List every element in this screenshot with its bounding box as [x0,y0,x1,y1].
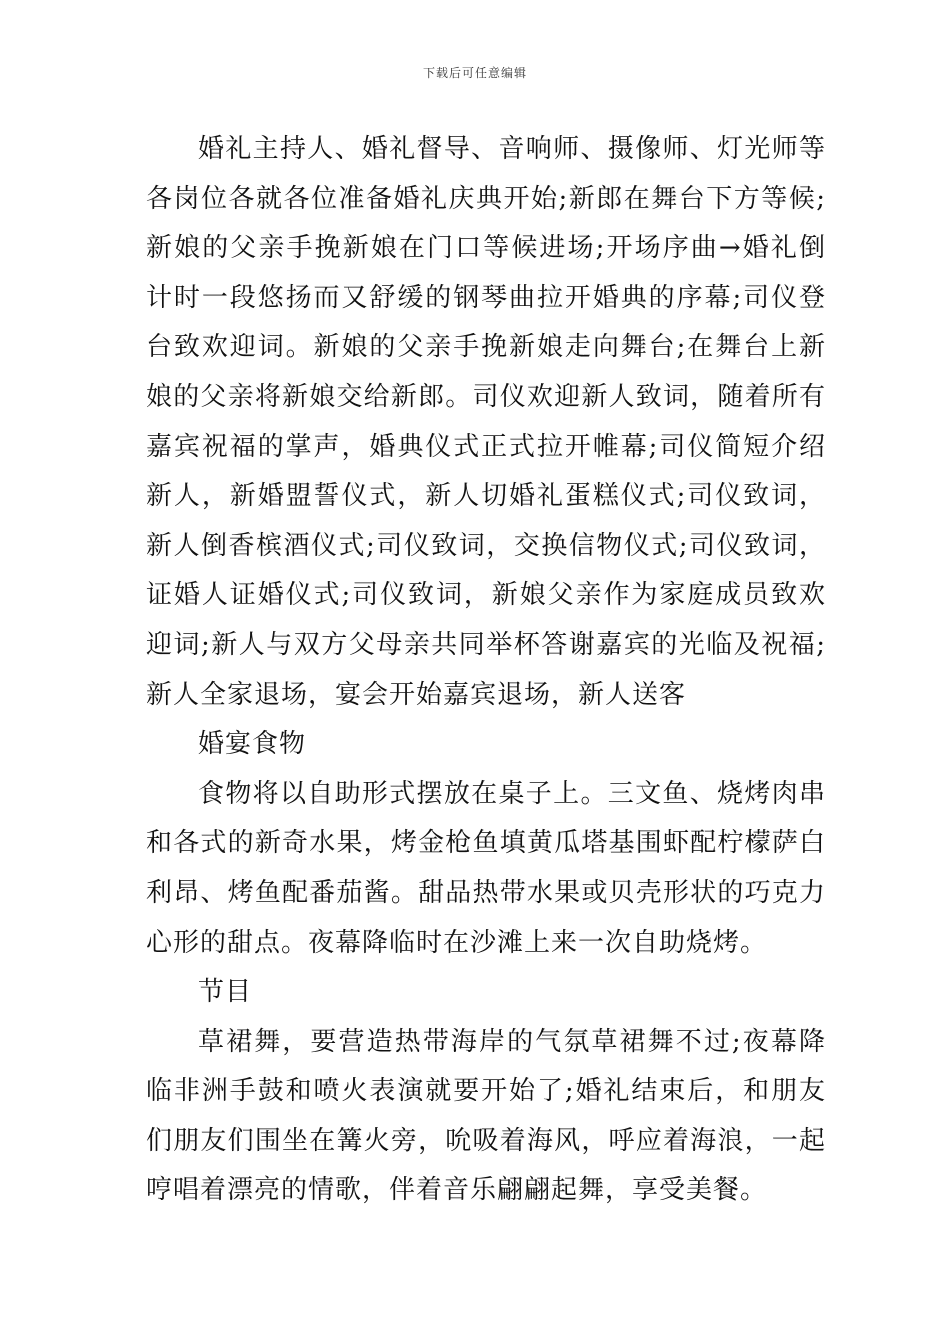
paragraph-banquet-food: 食物将以自助形式摆放在桌子上。三文鱼、烧烤肉串和各式的新奇水果，烤金枪鱼填黄瓜塔基围虾配柠檬萨白利昂、烤鱼配番茄酱。甜品热带水果或贝壳形状的巧克力心形的甜点。夜幕降临时在沙滩上来一次自助烧烤。 [146,778,826,958]
document-body [146,125,826,1216]
section-heading-program: 节目 [198,977,253,1008]
paragraph-ceremony-flow: 婚礼主持人、婚礼督导、音响师、摄像师、灯光师等各岗位各就各位准备婚礼庆典开始;新郎在舞台下方等候;新娘的父亲手挽新娘在门口等候进场;开场序曲→婚礼倒计时一段悠扬而又舒缓的钢琴曲拉开婚典的序幕;司仪登台致欢迎词。新娘的父亲手挽新娘走向舞台;在舞台上新娘的父亲将新娘交给新郎。司仪欢迎新人致词，随着所有嘉宾祝福的掌声，婚典仪式正式拉开帷幕;司仪简短介绍新人，新婚盟誓仪式，新人切婚礼蛋糕仪式;司仪致词，新人倒香槟酒仪式;司仪致词，交换信物仪式;司仪致词，证婚人证婚仪式;司仪致词，新娘父亲作为家庭成员致欢迎词;新人与双方父母亲共同举杯答谢嘉宾的光临及祝福;新人全家退场，宴会开始嘉宾退场，新人送客 [146,134,826,710]
section-heading-banquet-food: 婚宴食物 [198,729,307,760]
page-header: 下载后可任意编辑 [422,66,527,80]
paragraph-program: 草裙舞，要营造热带海岸的气氛草裙舞不过;夜幕降临非洲手鼓和喷火表演就要开始了;婚礼结束后，和朋友们朋友们围坐在篝火旁，吮吸着海风，呼应着海浪，一起哼唱着漂亮的情歌，伴着音乐翩翩起舞，享受美餐。 [146,1026,826,1206]
